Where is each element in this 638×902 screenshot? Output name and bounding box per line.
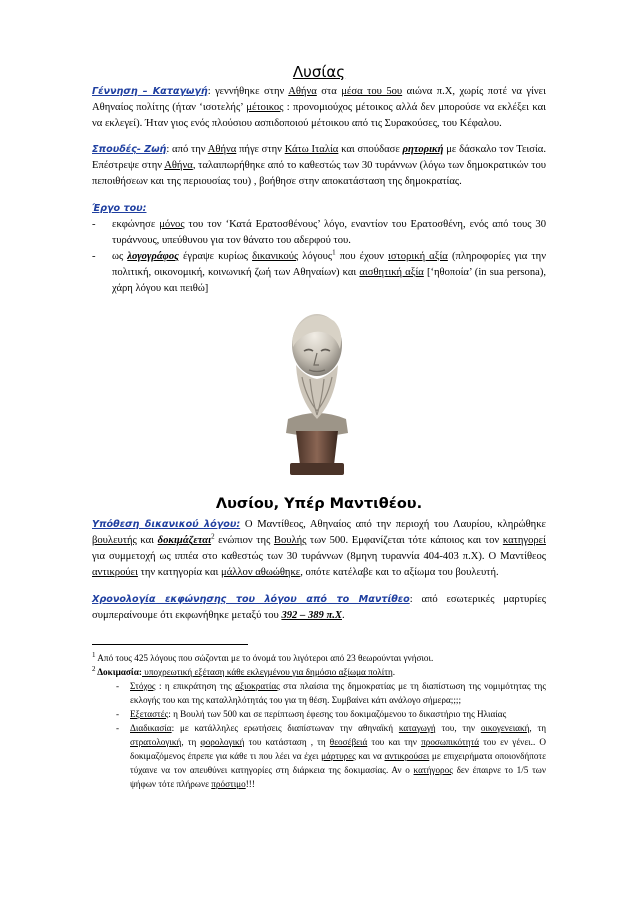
underlined-text: κατηγορεί: [502, 535, 546, 547]
text: .: [341, 609, 345, 621]
underlined-text: δικανικούς: [252, 250, 299, 262]
underlined-text: αντικρούσει: [384, 750, 430, 761]
text: την κατηγορία και: [137, 567, 222, 579]
text: , ταλαιπωρήθηκε από το καθεστώς των 30 τυράννων (λόγω των δημοκρατικών του πεποιθήσεων και της περιουσίας του) , βοήθησε στην αποκατάσταση της δημοκρατίας.: [92, 160, 546, 188]
text: (πληροφορίες για την πολιτική, οικονομική, κοινωνική ζωή των Αθηναίων) και: [112, 250, 546, 278]
text: με δάσκαλο τον Τεισία. Επέστρεψε στην: [92, 144, 546, 172]
text: , τη: [181, 736, 201, 747]
text: : γεννήθηκε στην: [207, 86, 289, 97]
emphasized-text: δοκιμάζεται: [157, 535, 212, 547]
underlined-text: στρατολογική: [130, 736, 182, 747]
case-label: Υπόθεση δικανικού λόγου:: [92, 519, 241, 531]
text: και σπούδασε: [338, 144, 403, 156]
text: : προνομιούχος μέτοικος αλλά δεν μπορούσε να εκλέξει και να εκλεγεί). Ήταν γιος ενός πλούσιου ασπιδοποιού μέτοικου από τις Συρακούσες, του Κέφαλου.: [92, 102, 546, 130]
footnote-2: [92, 665, 546, 679]
page-title: Λυσίας: [292, 63, 346, 81]
list-item: [92, 217, 546, 249]
underlined-text: πρόστιμο: [211, 778, 246, 789]
text: Από τους 425 λόγους που σώζονται με το όνομά του λιγότεροι από 23 θεωρούνται γνήσιοι.: [95, 652, 434, 663]
footnote-number: 1: [92, 650, 96, 659]
underlined-text: αισθητική αξία: [359, 266, 424, 278]
underlined-text: φορολογική: [200, 736, 245, 747]
underlined-text: Στόχος: [130, 680, 156, 691]
underlined-text: Αθήνα: [288, 86, 317, 97]
underlined-text: προσωπικότητά: [421, 736, 480, 747]
bust-figure: [92, 307, 546, 487]
footnote-1: [92, 651, 546, 665]
underlined-text: μέτοικος: [246, 102, 284, 114]
text: στα: [316, 86, 342, 97]
footnote-list: [92, 679, 546, 791]
studies-label: Σπουδές- Ζωή: [92, 144, 167, 156]
underlined-text: Διαδικασία: [130, 722, 172, 733]
text: [‘ηθοποία’ (in sua persona), χάρη λόγου και πειθώ]: [112, 266, 546, 295]
underlined-text: μόνος: [159, 218, 185, 230]
underlined-text: καταγωγή: [398, 722, 436, 733]
underlined-text: μέσα του 5ου: [341, 86, 403, 97]
document-page: [92, 60, 546, 791]
underlined-text: μάλλον αθωώθηκε: [221, 567, 301, 579]
text: του και την: [367, 736, 422, 747]
chronology-label: Χρονολογία εκφώνησης του λόγου από το Μαντίθεο: [92, 593, 410, 605]
underlined-text: μάρτυρες: [321, 750, 356, 761]
underlined-text: Αθήνα: [164, 160, 193, 172]
footnote-ref: 1: [332, 248, 336, 257]
underlined-text: θεοσέβειά: [329, 736, 368, 747]
text: : η επικράτηση της: [155, 680, 236, 691]
underlined-text: υποχρεωτική εξέταση κάθε εκλεγμένου για δημόσιο αξίωμα πολίτη: [141, 666, 393, 677]
text: του κατάσταση , τη: [244, 736, 330, 747]
text: : από εσωτερικές μαρτυρίες συμπεραίνουμε ότι εκφωνήθηκε μεταξύ του: [92, 593, 546, 621]
text: και να: [355, 750, 385, 761]
text: αιώνα π.Χ, χωρίς ποτέ να γίνει Αθηναίος πολίτης (ήταν ‘ισοτελής’: [92, 86, 546, 114]
work-label: Έργο του:: [92, 202, 147, 214]
footnote-number: 2: [92, 664, 96, 673]
text: : από την: [166, 144, 208, 156]
birth-paragraph: [92, 84, 546, 132]
text: για συμμετοχή ως ιππέα στο καθεστώς των 30 τυράννων (8μηνη τυραννία 404-403 π.Χ). Ο Μαντίθεος: [92, 551, 546, 563]
text: με επιχειρήματα οποιονδήποτε τύχαινε να τον απευθύνει κατηγορίες στη διάρκεια της δοκιμασίας. Αν ο: [130, 750, 546, 775]
text: εκφώνησε: [112, 218, 160, 230]
underlined-text: κατήγορος: [413, 764, 453, 775]
text: .: [392, 666, 396, 677]
underlined-text: βουλευτής: [92, 535, 137, 547]
emphasized-text: ρητορική: [402, 144, 444, 156]
list-item: [92, 249, 546, 297]
text: έγραψε κυρίως: [178, 250, 253, 262]
chronology-paragraph: [92, 592, 546, 624]
text: !!!: [245, 778, 255, 789]
underlined-text: ιστορική αξία: [387, 250, 448, 262]
text: που έχουν: [335, 250, 388, 262]
emphasized-text: 392 – 389 π.Χ: [281, 609, 342, 621]
list-item: [92, 679, 546, 707]
underlined-text: οικογενειακή: [480, 722, 530, 733]
studies-paragraph: [92, 142, 546, 190]
underlined-text: Βουλής: [273, 535, 307, 547]
footnote-label: Δοκιμασία:: [95, 666, 142, 677]
text: : η Βουλή των 500 και σε περίπτωση έφεσης του δοκιμαζόμενου το δικαστήριο της Ηλιαίας: [168, 708, 507, 719]
text: ως: [112, 250, 128, 262]
text: πήγε στην: [236, 144, 285, 156]
text: στα πλαίσια της δημοκρατίας με τη διαπίστωση της νομιμότητας της εκλογής του και της καταλληλότητάς του για τη θέση. Συμβαίνει κάτι ανάλογο σήμερα;;;;: [130, 680, 546, 705]
birth-label: Γέννηση – Καταγωγή: [92, 86, 208, 97]
text: και: [136, 535, 158, 547]
text: Ο Μαντίθεος, Αθηναίος από την περιοχή του Λαυρίου, κληρώθηκε: [240, 519, 546, 531]
text: δεν έπαιρνε το 1/5 των ψήφων τότε πλήρωνε: [130, 764, 546, 789]
speech-title: Λυσίου, Υπέρ Μαντιθέου.: [215, 496, 423, 513]
underlined-text: Κάτω Ιταλία: [284, 144, 339, 156]
text: λόγους: [298, 250, 333, 262]
work-list: [92, 217, 546, 297]
case-paragraph: [92, 517, 546, 581]
text: , οπότε κατέλαβε και το αξίωμα του βουλευτή.: [300, 567, 499, 579]
work-heading: [92, 201, 546, 217]
underlined-text: αξιοκρατίας: [235, 680, 280, 691]
emphasized-text: λογογράφος: [127, 250, 179, 262]
text: του τον ‘Κατά Ερατοσθένους’ λόγο, εναντίον του Ερατοσθένη, ενός από τους 30 τυράννους, υπεύθυνου για τον θάνατο του αδερφού του.: [112, 218, 547, 246]
underlined-text: Εξεταστές: [130, 708, 169, 719]
footnote-divider: [92, 644, 248, 645]
text: , τη: [529, 722, 546, 733]
text: ενώπιον της: [214, 535, 274, 547]
text: του εν γένει.. Ο δοκιμαζόμενος έπρεπε για κάθε τι που λέει να έχει: [130, 736, 547, 761]
footnote-ref: 2: [211, 532, 215, 541]
lysias-bust-image: [276, 307, 358, 477]
list-item: [92, 707, 546, 721]
text: των 500. Εμφανίζεται τότε κάποιος και τον: [306, 535, 503, 547]
list-item: [92, 721, 546, 791]
text: του, την: [435, 722, 481, 733]
underlined-text: αντικρούει: [92, 567, 138, 579]
text: : με κατάλληλες ερωτήσεις διαπίστωναν την αθηναϊκή: [171, 722, 399, 733]
underlined-text: Αθήνα: [207, 144, 237, 156]
